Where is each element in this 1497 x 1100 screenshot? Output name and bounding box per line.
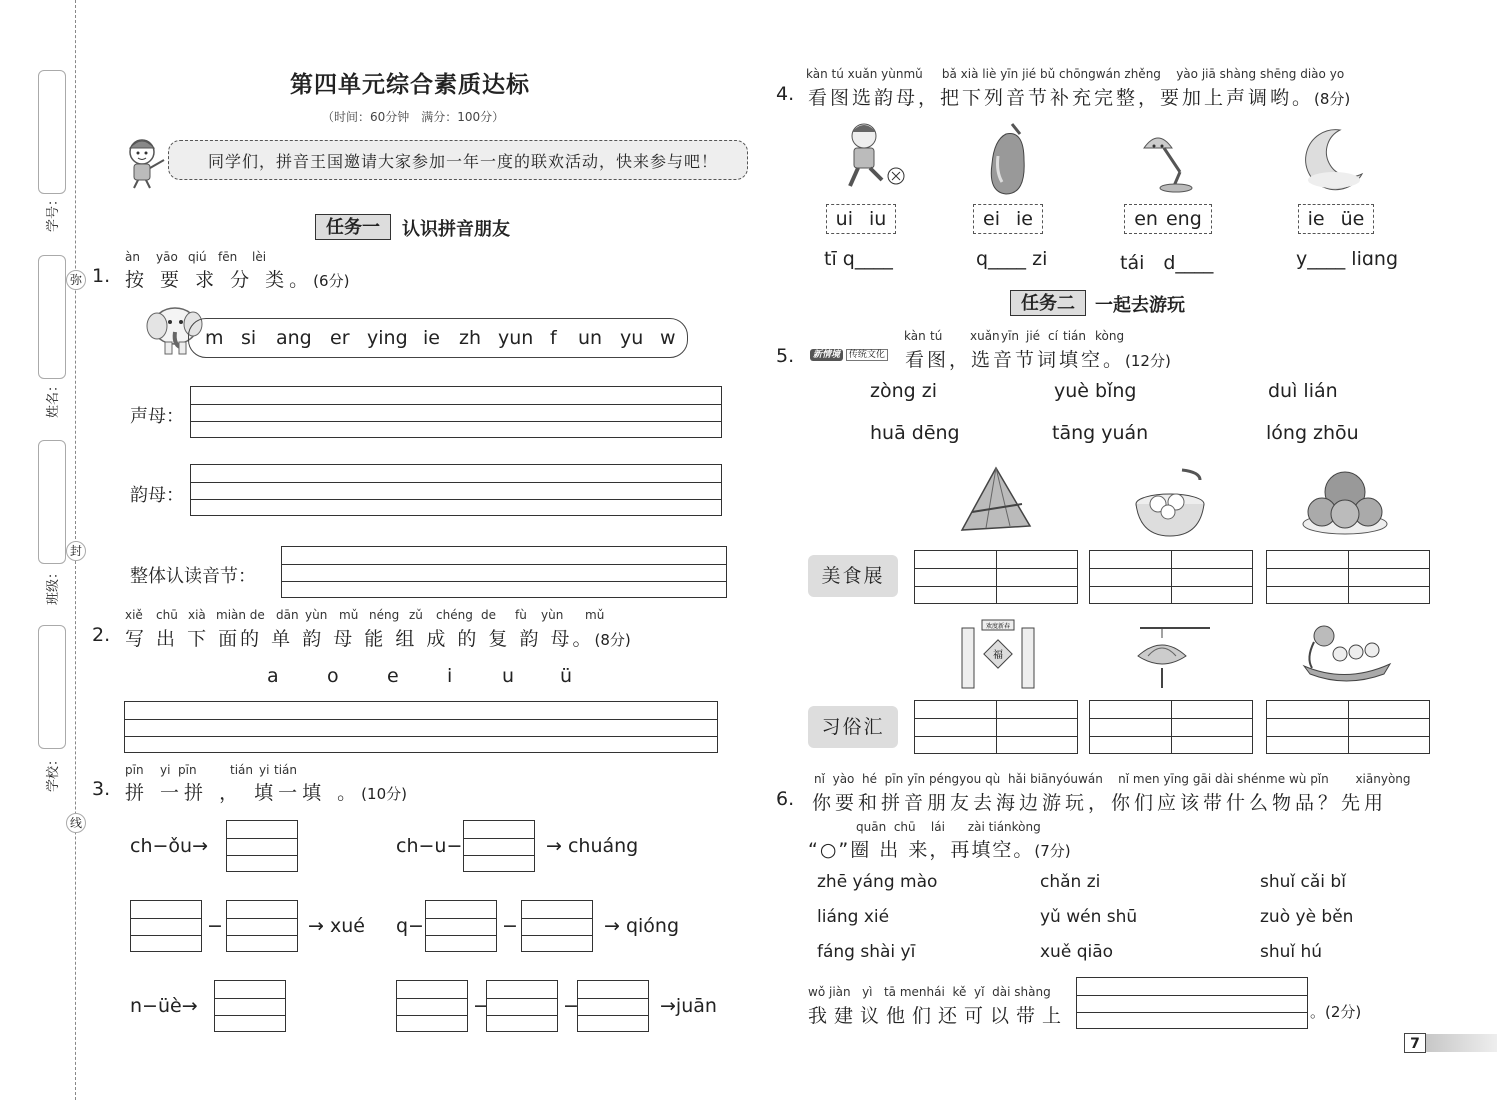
boy-with-ball-icon [836, 118, 908, 194]
q3-r1b-pre: ch−u− [396, 835, 463, 857]
q1-pinyin-3: fēn [218, 250, 238, 264]
moon-icon [1300, 124, 1370, 194]
q6-item[interactable]: liáng xié [817, 907, 890, 927]
q4-text: 看图选韵母，把下列音节补充完整，要加上声调哟。(8分) [808, 87, 1351, 109]
task1-box: 任务一 [315, 214, 391, 240]
q3-dash: − [473, 995, 489, 1017]
q3-r2a-box2[interactable] [226, 900, 298, 952]
q6-item[interactable]: shuǐ hú [1260, 942, 1323, 962]
q5-custom-answer-3[interactable] [1266, 700, 1430, 754]
q4-fill-1[interactable]: tī q____ [824, 248, 893, 270]
mooncake-icon [1300, 466, 1390, 538]
q3-r2b-box1[interactable] [425, 900, 497, 952]
seal-mark-xian: 线 [66, 813, 86, 833]
q2-text: 写 出 下 面的 单 韵 母 能 组 成 的 复 韵 母。(8分) [125, 628, 631, 650]
q1-answer-initials[interactable] [190, 386, 722, 438]
q3-dash: − [563, 995, 579, 1017]
q5-pinyin: tián [1063, 329, 1086, 343]
q4-number: 4. [776, 83, 795, 105]
q3-pinyin: pīn [125, 763, 144, 777]
q3-r2a-box1[interactable] [130, 900, 202, 952]
q2-vowel: ü [560, 665, 573, 687]
name-field-box [38, 255, 66, 379]
seal-mark-mi: 弥 [66, 270, 86, 290]
class-field-box [38, 440, 66, 564]
q3-pinyin: tián [274, 763, 297, 777]
q3-number: 3. [92, 778, 111, 800]
q6-text3: 我建议他们还可以带上 [808, 1005, 1069, 1027]
mascot-boy-icon [120, 136, 170, 190]
q4-fill-4[interactable]: y____ liɑng [1296, 248, 1399, 270]
q4-choice-2: ei ie [973, 204, 1043, 234]
couplet-icon [958, 618, 1038, 692]
q3-r1b-post: → chuáng [546, 835, 639, 857]
q5-food-answer-2[interactable] [1089, 550, 1253, 604]
lantern-icon [1130, 624, 1212, 694]
q2-pinyin: chéng [436, 608, 473, 622]
q6-item[interactable]: fáng shài yī [817, 942, 916, 962]
q2-number: 2. [92, 624, 111, 646]
q3-dash: − [207, 915, 223, 937]
q1-item: m [205, 327, 224, 349]
q4-choice-4: ie üe [1298, 204, 1374, 234]
task2-title: 一起去游玩 [1095, 295, 1185, 316]
q1-answer-finals[interactable] [190, 464, 722, 516]
q3-r2b-box2[interactable] [521, 900, 593, 952]
q6-text2: “○”圈 出 来，再填空。(7分) [808, 839, 1071, 861]
q5-number: 5. [776, 345, 795, 367]
q4-choice-1: ui iu [826, 204, 896, 234]
q1-label-finals: 韵母： [130, 485, 184, 506]
student-id-label: 学号： [46, 192, 61, 232]
q5-pinyin: jié [1026, 329, 1041, 343]
q1-item: un [578, 327, 603, 349]
q6-item[interactable]: chǎn zi [1040, 872, 1101, 892]
eggplant-icon [984, 120, 1034, 198]
q5-word: huā dēng [870, 422, 960, 444]
id-field-box [38, 70, 66, 194]
q1-pinyin-0: àn [125, 250, 140, 264]
name-label: 姓名： [46, 378, 61, 418]
q1-item: ying [367, 327, 408, 349]
q2-pinyin: yùn [541, 608, 564, 622]
q5-food-answer-3[interactable] [1266, 550, 1430, 604]
q1-item: ie [423, 327, 440, 349]
q5-row-label-food: 美食展 [808, 555, 898, 597]
page-title: 第四单元综合素质达标 [290, 72, 530, 98]
page-number: 7 [1404, 1033, 1426, 1053]
q2-pinyin: mǔ [339, 608, 359, 622]
q5-word: duì lián [1268, 380, 1338, 402]
q5-tag [810, 347, 888, 360]
q2-vowel: u [502, 665, 515, 687]
q6-text1: 你要和拼音朋友去海边游玩，你们应该带什么物品？先用 [812, 792, 1388, 814]
q5-text: 看图，选音节词填空。(12分) [905, 349, 1171, 371]
page-subtitle: （时间：60分钟 满分：100分） [322, 110, 505, 124]
q2-pinyin: dān [276, 608, 299, 622]
desk-lamp-icon [1134, 124, 1206, 194]
q1-answer-whole[interactable] [281, 546, 727, 598]
q1-item: f [550, 327, 557, 349]
q6-item[interactable]: yǔ wén shū [1040, 907, 1138, 927]
q1-item: w [660, 327, 676, 349]
q2-pinyin: chū [156, 608, 178, 622]
q2-pinyin: xiě [125, 608, 143, 622]
q2-pinyin: zǔ [409, 608, 423, 622]
q5-pinyin: tú [930, 329, 943, 343]
q5-word: lóng zhōu [1266, 422, 1359, 444]
q1-pinyin-4: lèi [252, 250, 267, 264]
couplet-fu-text: 福 [993, 650, 1003, 661]
q3-r3b-box1[interactable] [396, 980, 468, 1032]
q3-r2b-post: → qióng [604, 915, 680, 937]
q5-word: tāng yuán [1052, 422, 1149, 444]
q2-pinyin: fù [515, 608, 527, 622]
q2-vowel: e [387, 665, 399, 687]
q3-r1a-box[interactable] [226, 820, 298, 872]
q2-pinyin: xià [188, 608, 206, 622]
task2-box: 任务二 [1010, 290, 1086, 316]
q3-pinyin: yi [160, 763, 171, 777]
q5-tag-culture: 传统文化 [846, 349, 888, 361]
q6-item[interactable]: xuě qiāo [1040, 942, 1114, 962]
q5-pinyin: kòng [1095, 329, 1125, 343]
q6-pinyin-line3: wǒ jiàn yì tā menhái kě yǐ dài shàng [808, 985, 1051, 999]
q1-item: ang [276, 327, 312, 349]
q5-pinyin: yīn [1001, 329, 1020, 343]
q6-pinyin-line2: quān chū lái zài tiánkòng [856, 820, 1041, 834]
q3-pinyin: yi [259, 763, 270, 777]
q2-answer-lines[interactable] [124, 701, 718, 753]
q5-row-label-custom: 习俗汇 [808, 706, 898, 748]
q2-vowel: o [327, 665, 339, 687]
q1-item: si [241, 327, 257, 349]
q4-pinyin-line: kàn tú xuǎn yùnmǔ bǎ xià liè yīn jié bǔ chōngwán zhěng yào jiā shàng shēng diào yo [806, 67, 1345, 81]
school-label: 学校： [46, 752, 61, 792]
q2-pinyin: miàn de [216, 608, 265, 622]
q6-item[interactable]: zuò yè běn [1260, 907, 1354, 927]
q5-custom-answer-2[interactable] [1089, 700, 1253, 754]
q3-r3b-box3[interactable] [577, 980, 649, 1032]
q2-vowel: a [267, 665, 279, 687]
q5-pinyin: xuǎn [970, 329, 1000, 343]
q1-item: zh [459, 327, 482, 349]
q6-pinyin-line1: nǐ yào hé pīn yīn péngyou qù hǎi biānyóuwán nǐ men yīng gāi dài shénme wù pǐn xiānyòng [814, 772, 1411, 786]
zongzi-icon [956, 464, 1036, 540]
q4-fill-3[interactable]: tái d____ [1120, 252, 1214, 274]
q5-custom-answer-1[interactable] [914, 700, 1078, 754]
q5-pinyin: kàn [904, 329, 926, 343]
q2-pinyin: mǔ [585, 608, 605, 622]
q1-item: yun [498, 327, 534, 349]
q3-r2b-pre: q− [396, 915, 424, 937]
intro-text: 同学们，拼音王国邀请大家参加一年一度的联欢活动，快来参与吧！ [208, 152, 719, 171]
q3-r1b-box[interactable] [463, 820, 535, 872]
q3-r3a-label: n−üè→ [130, 995, 198, 1017]
q6-item[interactable]: shuǐ cǎi bǐ [1260, 872, 1346, 892]
q5-word: yuè bǐng [1054, 380, 1137, 402]
q2-pinyin: néng [369, 608, 400, 622]
q3-dash: − [502, 915, 518, 937]
q3-pinyin: tián [230, 763, 253, 777]
q6-item[interactable]: zhē yáng mào [817, 872, 938, 892]
q1-pinyin-1: yāo [156, 250, 178, 264]
seal-mark-feng: 封 [66, 541, 86, 561]
q1-label-initials: 声母： [130, 406, 184, 427]
task1-title: 认识拼音朋友 [402, 219, 510, 240]
q3-r3b-post: →juān [660, 995, 717, 1017]
q6-score2: 。(2分) [1310, 1003, 1362, 1021]
q6-number: 6. [776, 788, 795, 810]
q2-pinyin: yùn [305, 608, 328, 622]
couplet-top-text: 欢度新春 [985, 623, 1011, 630]
tangyuan-icon [1130, 466, 1210, 540]
q1-pinyin-2: qiú [188, 250, 207, 264]
q1-number: 1. [92, 265, 111, 287]
class-label: 班级： [46, 565, 61, 605]
q3-r3b-box2[interactable] [486, 980, 558, 1032]
q5-pinyin: cí [1048, 329, 1058, 343]
school-field-box [38, 625, 66, 749]
q4-fill-2[interactable]: q____ zi [976, 248, 1048, 270]
q1-label-whole: 整体认读音节： [130, 566, 256, 587]
q5-word: zòng zi [870, 380, 937, 402]
q4-choice-3: en eng [1124, 204, 1212, 234]
q1-text: 按 要 求 分 类。(6分) [125, 269, 350, 291]
q1-item: er [330, 327, 350, 349]
q3-pinyin: pīn [178, 763, 197, 777]
q2-pinyin: de [481, 608, 496, 622]
q3-r1a-label: ch−ǒu→ [130, 835, 208, 857]
q2-vowel: i [447, 665, 453, 687]
q3-text: 拼 一拼 ， 填一填 。(10分) [125, 782, 407, 804]
q5-food-answer-1[interactable] [914, 550, 1078, 604]
q5-tag-new: 新情境 [810, 349, 843, 361]
q3-r2a-post: → xué [308, 915, 365, 937]
q6-answer-lines[interactable] [1076, 977, 1308, 1029]
q1-item: yu [620, 327, 644, 349]
q3-r3a-box[interactable] [214, 980, 286, 1032]
dragon-boat-icon [1300, 618, 1394, 688]
